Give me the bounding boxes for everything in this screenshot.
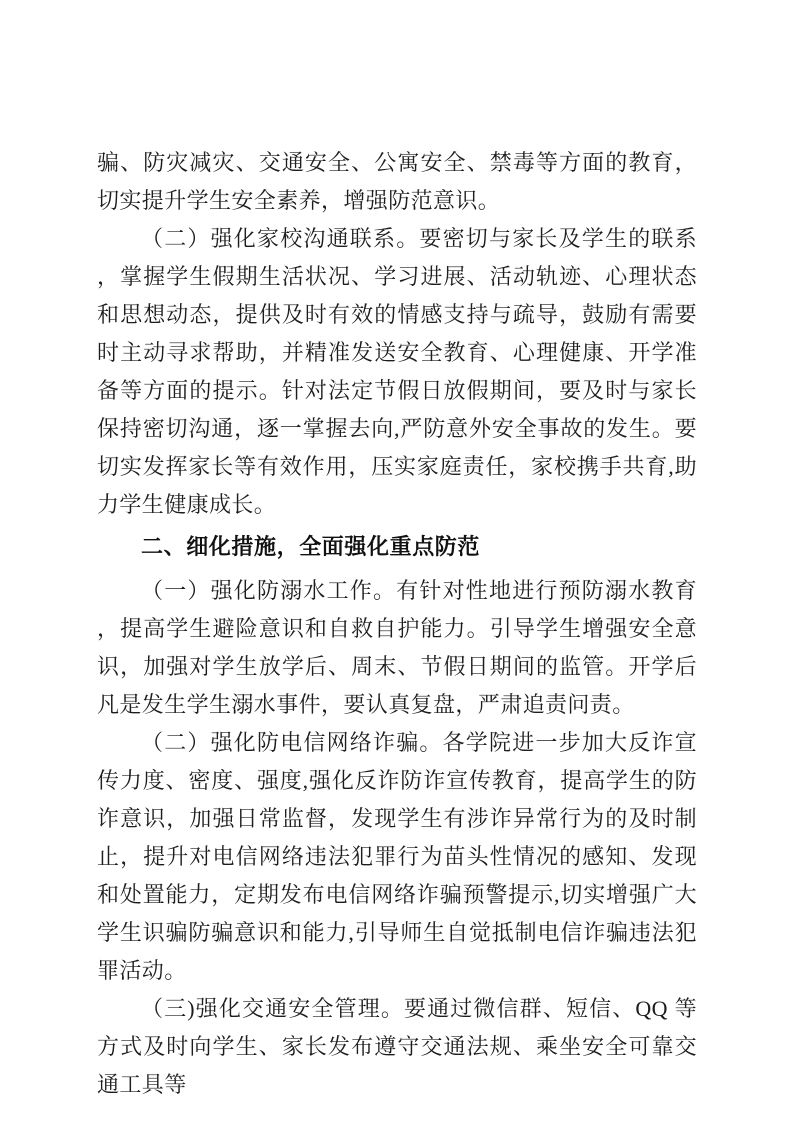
paragraph-telecom-fraud-prevention: （二）强化防电信网络诈骗。各学院进一步加大反诈宣传力度、密度、强度,强化反诈防诈宣传教育，提高学生的防诈意识，加强日常监督，发现学生有涉诈异常行为的及时制止，提升对电信网络违法犯罪行为苗头性情况的感知、发现和处置能力，定期发布电信网络诈骗预警提示,切实增强广大学生识骗防骗意识和能力,引导师生自觉抵制电信诈骗违法犯罪活动。 xyxy=(97,730,697,983)
paragraph-continuation-safety-education: 骗、防灾减灾、交通安全、公寓安全、禁毒等方面的教育，切实提升学生安全素养，增强防范意识。 xyxy=(97,150,697,213)
paragraph-anti-drowning: （一）强化防溺水工作。有针对性地进行预防溺水教育，提高学生避险意识和自救自护能力。引导学生增强安全意识，加强对学生放学后、周末、节假日期间的监管。开学后凡是发生学生溺水事件，要认真复盘，严肃追责问责。 xyxy=(97,578,697,717)
paragraph-home-school-communication: （二）强化家校沟通联系。要密切与家长及学生的联系，掌握学生假期生活状况、学习进展、活动轨迹、心理状态和思想动态，提供及时有效的情感支持与疏导，鼓励有需要时主动寻求帮助，并精准发送安全教育、心理健康、开学准备等方面的提示。针对法定节假日放假期间，要及时与家长保持密切沟通，逐一掌握去向,严防意外安全事故的发生。要切实发挥家长等有效作用，压实家庭责任，家校携手共育,助力学生健康成长。 xyxy=(97,226,697,517)
document-body xyxy=(97,144,697,1104)
section-heading-2: 二、细化措施，全面强化重点防范 xyxy=(141,534,481,559)
paragraph-traffic-safety: （三)强化交通安全管理。要通过微信群、短信、QQ 等方式及时向学生、家长发布遵守交通法规、乘坐安全可靠交通工具等 xyxy=(97,996,697,1097)
